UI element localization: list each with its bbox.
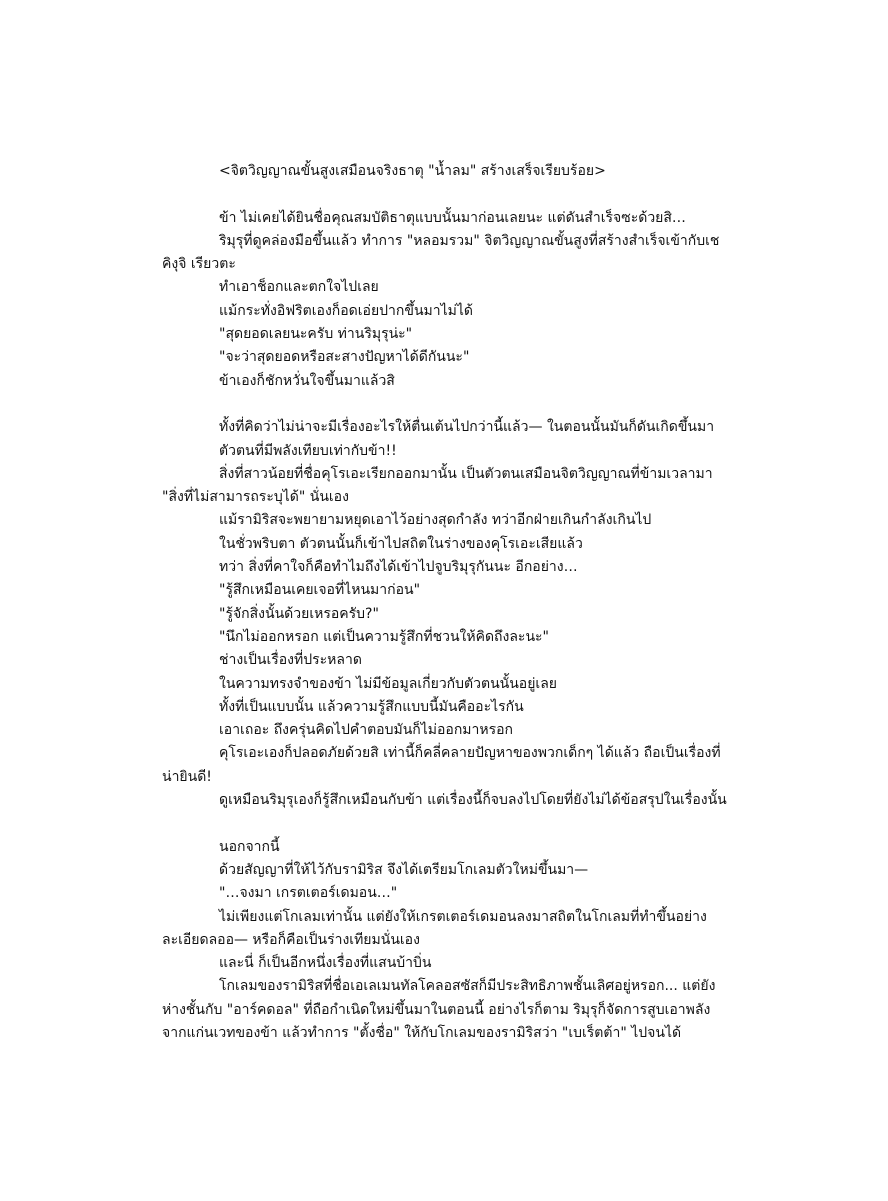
paragraph: "…จงมา เกรตเตอร์เดมอน…" — [219, 885, 398, 902]
paragraph: ในความทรงจำของข้า ไม่มีข้อมูลเกี่ยวกับตัวตนนั้นอยู่เลย — [219, 675, 557, 692]
paragraph: ทำเอาช็อกและตกใจไปเลย — [219, 279, 379, 296]
paragraph: "รู้จักสิ่งนั้นด้วยเหรอครับ?" — [219, 605, 379, 622]
blank-line — [162, 812, 728, 835]
paragraph: "จะว่าสุดยอดหรือสะสางปัญหาได้ดีกันนะ" — [219, 349, 470, 366]
paragraph: ด้วยสัญญาที่ให้ไว้กับรามิริส จึงได้เตรียมโกเลมตัวใหม่ขึ้นมา— — [219, 861, 589, 878]
paragraph: สิ่งที่สาวน้อยที่ชื่อคุโรเอะเรียกออกมานั้น เป็นตัวตนเสมือนจิตวิญญาณที่ข้ามเวลามา "สิ่งที่ไม่สามารถระบุได้" นั่นเอง — [162, 465, 713, 506]
paragraph: นอกจากนี้ — [219, 838, 280, 855]
paragraph: ช่างเป็นเรื่องที่ประหลาด — [219, 652, 362, 669]
paragraph: คุโรเอะเองก็ปลอดภัยด้วยสิ เท่านี้ก็คลี่คลายปัญหาของพวกเด็กๆ ได้แล้ว ถือเป็นเรื่องที่น่ายินดี! — [162, 745, 721, 785]
paragraph: แม้รามิริสจะพยายามหยุดเอาไว้อย่างสุดกำลัง ทว่าอีกฝ่ายเกินกำลังเกินไป — [219, 512, 652, 529]
paragraph: โกเลมของรามิริสที่ชื่อเอเลเมนทัลโคลอสซัสก็มีประสิทธิภาพชั้นเลิศอยู่หรอก... แต่ยังห่างชั้นกับ "อาร์คดอล" ที่ถือกำเนิดใหม่ขึ้นมาในตอนนี้ อย่างไรก็ตาม ริมุรุก็จัดการสูบเอาพลังจากแก่นเวทของข้า แล้วทำการ "ตั้งชื่อ" ให้กับโกเลมของรามิริสว่า "เบเร็ตต้า" ไปจนได้ — [162, 978, 716, 1041]
paragraph: ข้า ไม่เคยได้ยินชื่อคุณสมบัติธาตุแบบนั้นมาก่อนเลยนะ แต่ดันสำเร็จซะด้วยสิ… — [219, 209, 686, 226]
paragraph: ทั้งที่เป็นแบบนั้น แล้วความรู้สึกแบบนี้มันคืออะไรกัน — [219, 698, 524, 715]
paragraph: แม้กระทั่งอิฟริตเองก็อดเอ่ยปากขึ้นมาไม่ได้ — [219, 302, 474, 319]
blank-line — [162, 183, 728, 206]
paragraph: ทั้งที่คิดว่าไม่น่าจะมีเรื่องอะไรให้ตื่นเต้นไปกว่านี้แล้ว— ในตอนนั้นมันก็ดันเกิดขึ้นมา — [219, 419, 715, 436]
paragraph: ริมุรุที่ดูคล่องมือขึ้นแล้ว ทำการ "หลอมรวม" จิตวิญญาณขั้นสูงที่สร้างสำเร็จเข้ากับเชคิงุจิ เรียวตะ — [162, 232, 720, 273]
paragraph: "นึกไม่ออกหรอก แต่เป็นความรู้สึกที่ชวนให้คิดถึงละนะ" — [219, 628, 549, 645]
blank-line — [162, 393, 728, 416]
paragraph: ดูเหมือนริมุรุเองก็รู้สึกเหมือนกับข้า แต่เรื่องนี้ก็จบลงไปโดยที่ยังไม่ได้ข้อสรุปในเรื่องนั้น — [219, 792, 727, 809]
paragraph: "สุดยอดเลยนะครับ ท่านริมุรุน่ะ" — [219, 326, 413, 343]
paragraph: "รู้สึกเหมือนเคยเจอที่ไหนมาก่อน" — [219, 582, 421, 599]
paragraph: ตัวตนที่มีพลังเทียบเท่ากับข้า!! — [219, 442, 397, 459]
paragraph: ไม่เพียงแต่โกเลมเท่านั้น แต่ยังให้เกรตเตอร์เดมอนลงมาสถิตในโกเลมที่ทำขึ้นอย่างละเอียดลออ— หรือก็คือเป็นร่างเทียมนั่นเอง — [162, 908, 707, 948]
paragraph: ในชั่วพริบตา ตัวตนนั้นก็เข้าไปสถิตในร่างของคุโรเอะเสียแล้ว — [219, 535, 583, 552]
paragraph: เอาเถอะ ถึงครุ่นคิดไปคำตอบมันก็ไม่ออกมาหรอก — [219, 722, 514, 739]
paragraph: และนี่ ก็เป็นอีกหนึ่งเรื่องที่แสนบ้าบิ่น — [219, 955, 432, 972]
paragraph: ข้าเองก็ชักหวั่นใจขึ้นมาแล้วสิ — [219, 372, 395, 389]
paragraph: ทว่า สิ่งที่คาใจก็คือทำไมถึงได้เข้าไปจูบริมุรุกันนะ อีกอย่าง… — [219, 559, 578, 576]
paragraph-heading: <จิตวิญญาณขั้นสูงเสมือนจริงธาตุ "น้ำลม" สร้างเสร็จเรียบร้อย> — [219, 163, 606, 179]
document-body — [162, 160, 728, 1045]
